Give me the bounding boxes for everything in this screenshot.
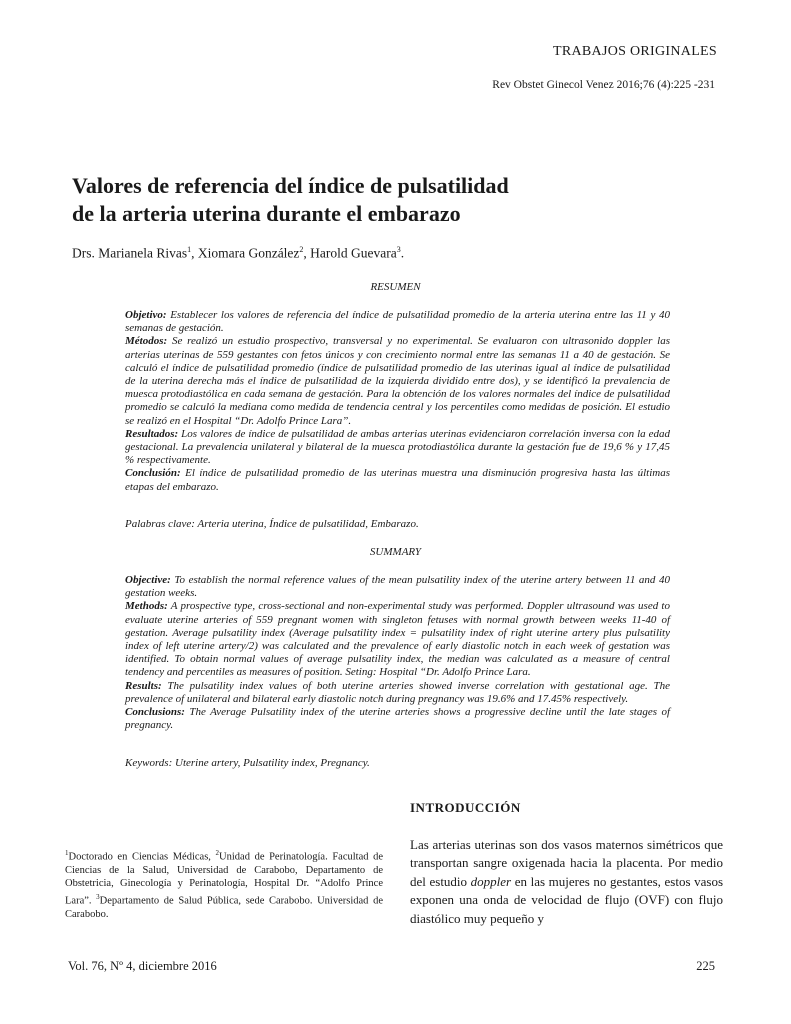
resumen-resultados-text: Los valores de índice de pulsatilidad de ambas arterias uterinas evidenciaron correlación inversa con la edad gestacional. La prevalencia unilateral y bilateral de la muesca protodiastólica durante la gestación fue de 19,6 % y 17,45 % respectivamente. — [125, 427, 670, 467]
summary-conclusions-label: Conclusions: — [125, 706, 185, 719]
page-number: 225 — [696, 959, 715, 973]
footnote-text-3: Departamento de Salud Pública, sede Carabobo. Universidad de Carabobo. — [65, 895, 383, 920]
summary-objective-text: To establish the normal reference values of the mean pulsatility index of the uterine artery between 11 and 40 gestation weeks. — [125, 574, 670, 600]
article-title — [72, 172, 692, 228]
volume-info: Vol. 76, Nº 4, diciembre 2016 — [68, 959, 217, 973]
resumen-objetivo — [125, 309, 670, 335]
journal-citation: Rev Obstet Ginecol Venez 2016;76 (4):225 -231 — [492, 79, 715, 91]
introduction-heading: INTRODUCCIÓN — [410, 800, 521, 815]
summary-methods — [125, 600, 670, 679]
author-list-end: . — [400, 245, 405, 261]
resumen-resultados — [125, 428, 670, 468]
resumen-resultados-label: Resultados: — [125, 427, 179, 440]
affiliation-footnote — [65, 847, 383, 921]
resumen-keywords: Palabras clave: Arteria uterina, Índice de pulsatilidad, Embarazo. — [125, 518, 419, 530]
resumen-metodos-label: Métodos: — [125, 335, 168, 348]
author-list — [72, 245, 404, 262]
footnote-text-2: Unidad de Perinatología. Facultad de Ciencias de la Salud, Universidad de Carabobo, Departamento de Obstetricia, Ginecología y Perinatología, Hospital Dr. “Adolfo Prince Lara”. — [65, 851, 383, 907]
summary-body — [125, 574, 670, 732]
author-3-affiliation-mark: 3 — [396, 245, 401, 254]
introduction-text-part-2: en las mujeres no gestantes, estos vasos exponen una onda de velocidad de flujo (OVF) con flujo diastólico muy pequeño y — [410, 873, 724, 926]
resumen-conclusion-text: El índice de pulsatilidad promedio de las uterinas muestra una disminución progresiva hasta las últimas etapas del embarazo. — [125, 467, 670, 493]
summary-methods-label: Methods: — [125, 600, 168, 613]
resumen-metodos — [125, 335, 670, 427]
introduction-text-part-1: Las arterias uterinas son dos vasos maternos simétricos que transportan sangre oxigenada hacia la placenta. Por medio del estudio — [410, 837, 723, 889]
summary-results-label: Results: — [125, 679, 162, 692]
summary-methods-text: A prospective type, cross-sectional and non-experimental study was performed. Doppler ultrasound was used to evaluate uterine arteries of 559 pregnant women with singleton fetuses with normal growth between weeks 11-40 of gestation. Average pulsatility index (Average pulsatility index = pulsatility index of right uterine artery plus pulsatility index of left uterine artery/2) was calculated and the prevalence of early diastolic notch in each week of gestation was identified. To obtain normal values of average pulsatility index, the median was calculated as a measure of central tendency and percentiles as measures of position. Seting: Hospital “Dr. Adolfo Prince Lara. — [125, 600, 670, 679]
resumen-objetivo-label: Objetivo: — [125, 309, 167, 321]
summary-objective — [125, 574, 670, 600]
footnote-text-1: Doctorado en Ciencias Médicas, — [68, 851, 216, 863]
summary-conclusions — [125, 706, 670, 732]
resumen-heading: RESUMEN — [370, 281, 421, 293]
author-3: , Harold Guevara — [303, 245, 397, 261]
title-line-2: de la arteria uterina durante el embarazo — [72, 201, 461, 226]
author-2: , Xiomara González — [191, 245, 300, 261]
summary-results-text: The pulsatility index values of both uterine arteries showed inverse correlation with gestational age. The prevalence of unilateral and bilateral early diastolic notch during pregnancy was 19.6% and 17.45% respectively. — [125, 679, 670, 705]
resumen-objetivo-text: Establecer los valores de referencia del índice de pulsatilidad promedio de la arteria uterina entre las 11 y 40 semanas de gestación. — [125, 309, 670, 335]
summary-keywords: Keywords: Uterine artery, Pulsatility index, Pregnancy. — [125, 757, 370, 769]
introduction-paragraph — [410, 836, 723, 928]
summary-heading: SUMMARY — [369, 546, 422, 558]
footnote-mark-1: 1 — [65, 849, 69, 857]
author-1: Drs. Marianela Rivas — [72, 245, 188, 261]
journal-section-label: TRABAJOS ORIGINALES — [553, 44, 717, 59]
resumen-conclusion — [125, 467, 670, 493]
introduction-emphasis: doppler — [470, 873, 512, 889]
footnote-mark-3: 3 — [96, 892, 100, 901]
resumen-metodos-text: Se realizó un estudio prospectivo, transversal y no experimental. Se evaluaron con ultrasonido doppler las arterias uterinas de 559 gestantes con fetos únicos y con crecimiento normal entre las semanas 11 a 40 de gestación. Se calculó el índice de pulsatilidad promedio (índice de pulsatilidad promedio de las uterinas igual al índice de pulsatilidad de la uterina derecha más el índice de pulsatilidad de la izquierda dividido entre dos), y se identificó la prevalencia de muesca protodiastólica en cada semana de gestación. Para la obtención de los valores normales del índice de pulsatilidad promedio se calculó la mediana como medida de tendencia central y los percentiles como medidas de posición. El estudio se realizó en el Hospital “Dr. Adolfo Prince Lara”. — [125, 335, 670, 427]
summary-results — [125, 680, 670, 706]
author-1-affiliation-mark: 1 — [187, 245, 192, 254]
summary-conclusions-text: The Average Pulsatility index of the uterine arteries shows a progressive decline until the late stages of pregnancy. — [125, 706, 670, 732]
resumen-conclusion-label: Conclusión: — [125, 467, 181, 480]
footnote-mark-2: 2 — [215, 849, 220, 857]
author-2-affiliation-mark: 2 — [299, 245, 304, 254]
summary-objective-label: Objective: — [125, 574, 171, 586]
title-line-1: Valores de referencia del índice de pulsatilidad — [72, 173, 509, 198]
resumen-body — [125, 309, 670, 494]
